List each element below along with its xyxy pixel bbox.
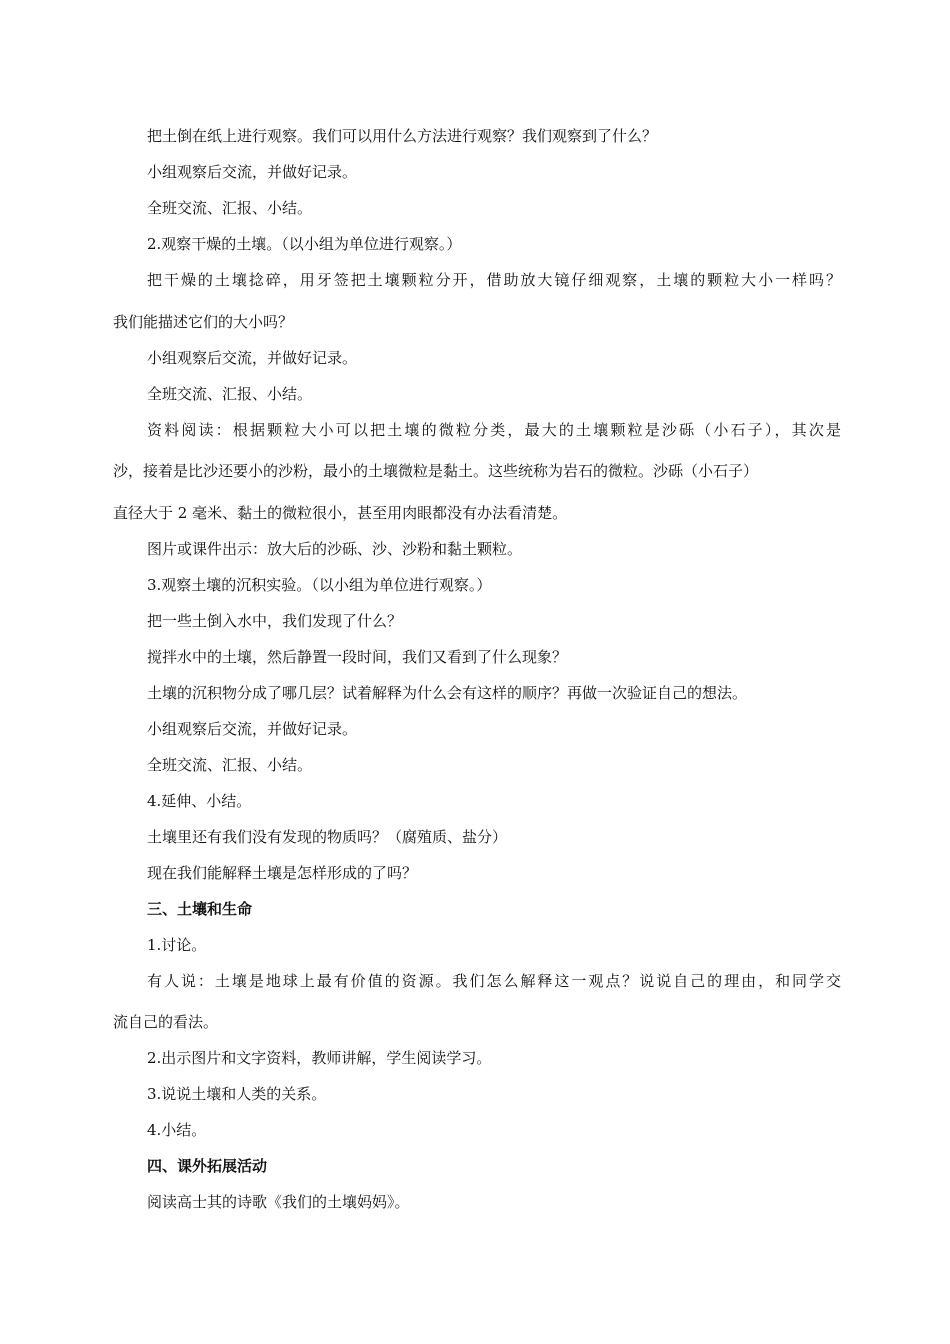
paragraph-line: 小组观察后交流，并做好记录。 [147,163,358,181]
paragraph-line: 2.出示图片和文字资料，教师讲解，学生阅读学习。 [147,1049,492,1067]
paragraph-line: 1.讨论。 [147,936,207,954]
paragraph-line: 土壤里还有我们没有发现的物质吗？（腐殖质、盐分） [147,828,508,846]
paragraph-line: 2.观察干燥的土壤。（以小组为单位进行观察。） [147,235,462,253]
paragraph-line: 阅读高士其的诗歌《我们的土壤妈妈》。 [147,1193,410,1211]
paragraph-line: 现在我们能解释土壤是怎样形成的了吗？ [147,864,418,882]
paragraph-line: 把一些土倒入水中，我们发现了什么？ [147,612,403,630]
paragraph-line: 我们能描述它们的大小吗？ [113,313,294,331]
paragraph-line: 有人说：土壤是地球上最有价值的资源。我们怎么解释这一观点？说说自己的理由，和同学交 [147,972,841,990]
paragraph-line: 搅拌水中的土壤，然后静置一段时间，我们又看到了什么现象？ [147,648,568,666]
paragraph-line: 把干燥的土壤捻碎，用牙签把土壤颗粒分开，借助放大镜仔细观察，土壤的颗粒大小一样吗？ [147,271,841,289]
paragraph-line: 沙，接着是比沙还要小的沙粉，最小的土壤微粒是黏土。这些统称为岩石的微粒。沙砾（小石子） [113,462,759,480]
paragraph-line: 全班交流、汇报、小结。 [147,756,313,774]
paragraph-line: 4.小结。 [147,1121,207,1139]
paragraph-line: 全班交流、汇报、小结。 [147,385,313,403]
section-heading: 三、土壤和生命 [147,900,253,918]
paragraph-line: 4.延伸、小结。 [147,792,252,810]
section-heading: 四、课外拓展活动 [147,1157,268,1175]
paragraph-line: 3.说说土壤和人类的关系。 [147,1085,327,1103]
paragraph-line: 图片或课件出示：放大后的沙砾、沙、沙粉和黏土颗粒。 [147,540,523,558]
paragraph-line: 把土倒在纸上进行观察。我们可以用什么方法进行观察？我们观察到了什么？ [147,127,658,145]
paragraph-line: 全班交流、汇报、小结。 [147,199,313,217]
paragraph-line: 直径大于 2 毫米、黏土的微粒很小，甚至用肉眼都没有办法看清楚。 [113,504,568,522]
paragraph-line: 土壤的沉积物分成了哪几层？试着解释为什么会有这样的顺序？再做一次验证自己的想法。 [147,684,748,702]
paragraph-line: 资料阅读：根据颗粒大小可以把土壤的微粒分类，最大的土壤颗粒是沙砾（小石子），其次是 [147,421,841,439]
paragraph-line: 3.观察土壤的沉积实验。（以小组为单位进行观察。） [147,576,492,594]
paragraph-line: 流自己的看法。 [113,1013,219,1031]
paragraph-line: 小组观察后交流，并做好记录。 [147,720,358,738]
paragraph-line: 小组观察后交流，并做好记录。 [147,349,358,367]
